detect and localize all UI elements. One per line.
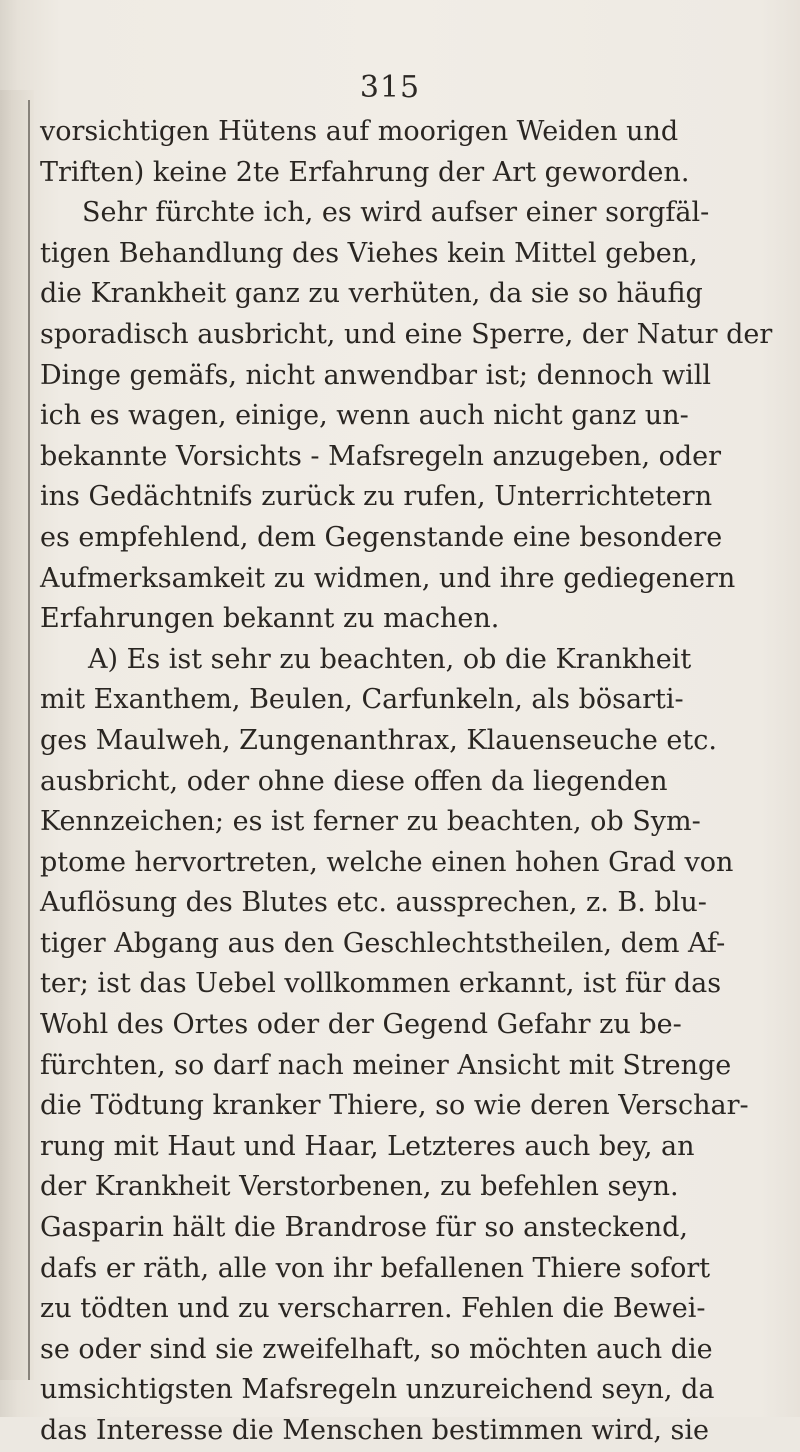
text-line: tiger Abgang aus den Geschlechtstheilen, dem Af- (40, 927, 726, 959)
text-line: ausbricht, oder ohne diese offen da liegenden (40, 765, 668, 797)
text-line: Sehr fürchte ich, es wird aufser einer sorgfäl- (82, 197, 710, 229)
text-line: es empfehlend, dem Gegenstande eine besondere (40, 521, 723, 553)
text-line: ins Gedächtnifs zurück zu rufen, Unterrichtetern (40, 481, 713, 513)
text-line: zu tödten und zu verscharren. Fehlen die Bewei- (40, 1293, 706, 1325)
text-line: Dinge gemäfs, nicht anwendbar ist; dennoch will (40, 359, 712, 391)
text-line: bekannte Vorsichts - Mafsregeln anzugeben, oder (40, 440, 722, 472)
text-line: Auflösung des Blutes etc. aussprechen, z. B. blu- (40, 887, 707, 919)
text-line: die Tödtung kranker Thiere, so wie deren Verschar- (40, 1090, 749, 1122)
text-line: Wohl des Ortes oder der Gegend Gefahr zu be- (40, 1009, 682, 1041)
text-line: Erfahrungen bekannt zu machen. (40, 603, 500, 635)
text-line: Kennzeichen; es ist ferner zu beachten, ob Sym- (40, 806, 701, 838)
text-line: vorsichtigen Hütens auf moorigen Weiden und (40, 116, 679, 147)
text-line: ich es wagen, einige, wenn auch nicht ganz un- (40, 400, 689, 432)
text-line: tigen Behandlung des Viehes kein Mittel geben, (40, 237, 698, 269)
text-line: se oder sind sie zweifelhaft, so möchten auch die (40, 1333, 713, 1365)
text-line: das Interesse die Menschen bestimmen wird, sie (40, 1415, 710, 1446)
text-line: die Krankheit ganz zu verhüten, da sie so häufig (40, 278, 703, 310)
text-line: fürchten, so darf nach meiner Ansicht mit Strenge (40, 1049, 732, 1081)
body-text (40, 112, 773, 1452)
text-line: mit Exanthem, Beulen, Carfunkeln, als bösarti- (40, 684, 684, 716)
text-line: Gasparin hält die Brandrose für so ansteckend, (40, 1212, 688, 1244)
text-line: ptome hervortreten, welche einen hohen Grad von (40, 846, 734, 878)
text-line: Triften) keine 2te Erfahrung der Art geworden. (40, 156, 690, 188)
text-line: der Krankheit Verstorbenen, zu befehlen seyn. (40, 1171, 679, 1203)
text-line: Aufmerksamkeit zu widmen, und ihre gediegenern (40, 562, 736, 594)
text-line: sporadisch ausbricht, und eine Sperre, der Natur der (40, 318, 773, 350)
text-line: umsichtigsten Mafsregeln unzureichend seyn, da (40, 1374, 715, 1406)
text-line: ges Maulweh, Zungenanthrax, Klauenseuche etc. (40, 724, 717, 756)
text-line: A) Es ist sehr zu beachten, ob die Krankheit (88, 643, 692, 675)
text-line: rung mit Haut und Haar, Letzteres auch bey, an (40, 1130, 695, 1162)
text-line: ter; ist das Uebel vollkommen erkannt, ist für das (40, 968, 722, 1000)
binding-edge (28, 100, 30, 1380)
text-line: dafs er räth, alle von ihr befallenen Thiere sofort (40, 1252, 711, 1284)
page-number: 315 (359, 70, 421, 105)
